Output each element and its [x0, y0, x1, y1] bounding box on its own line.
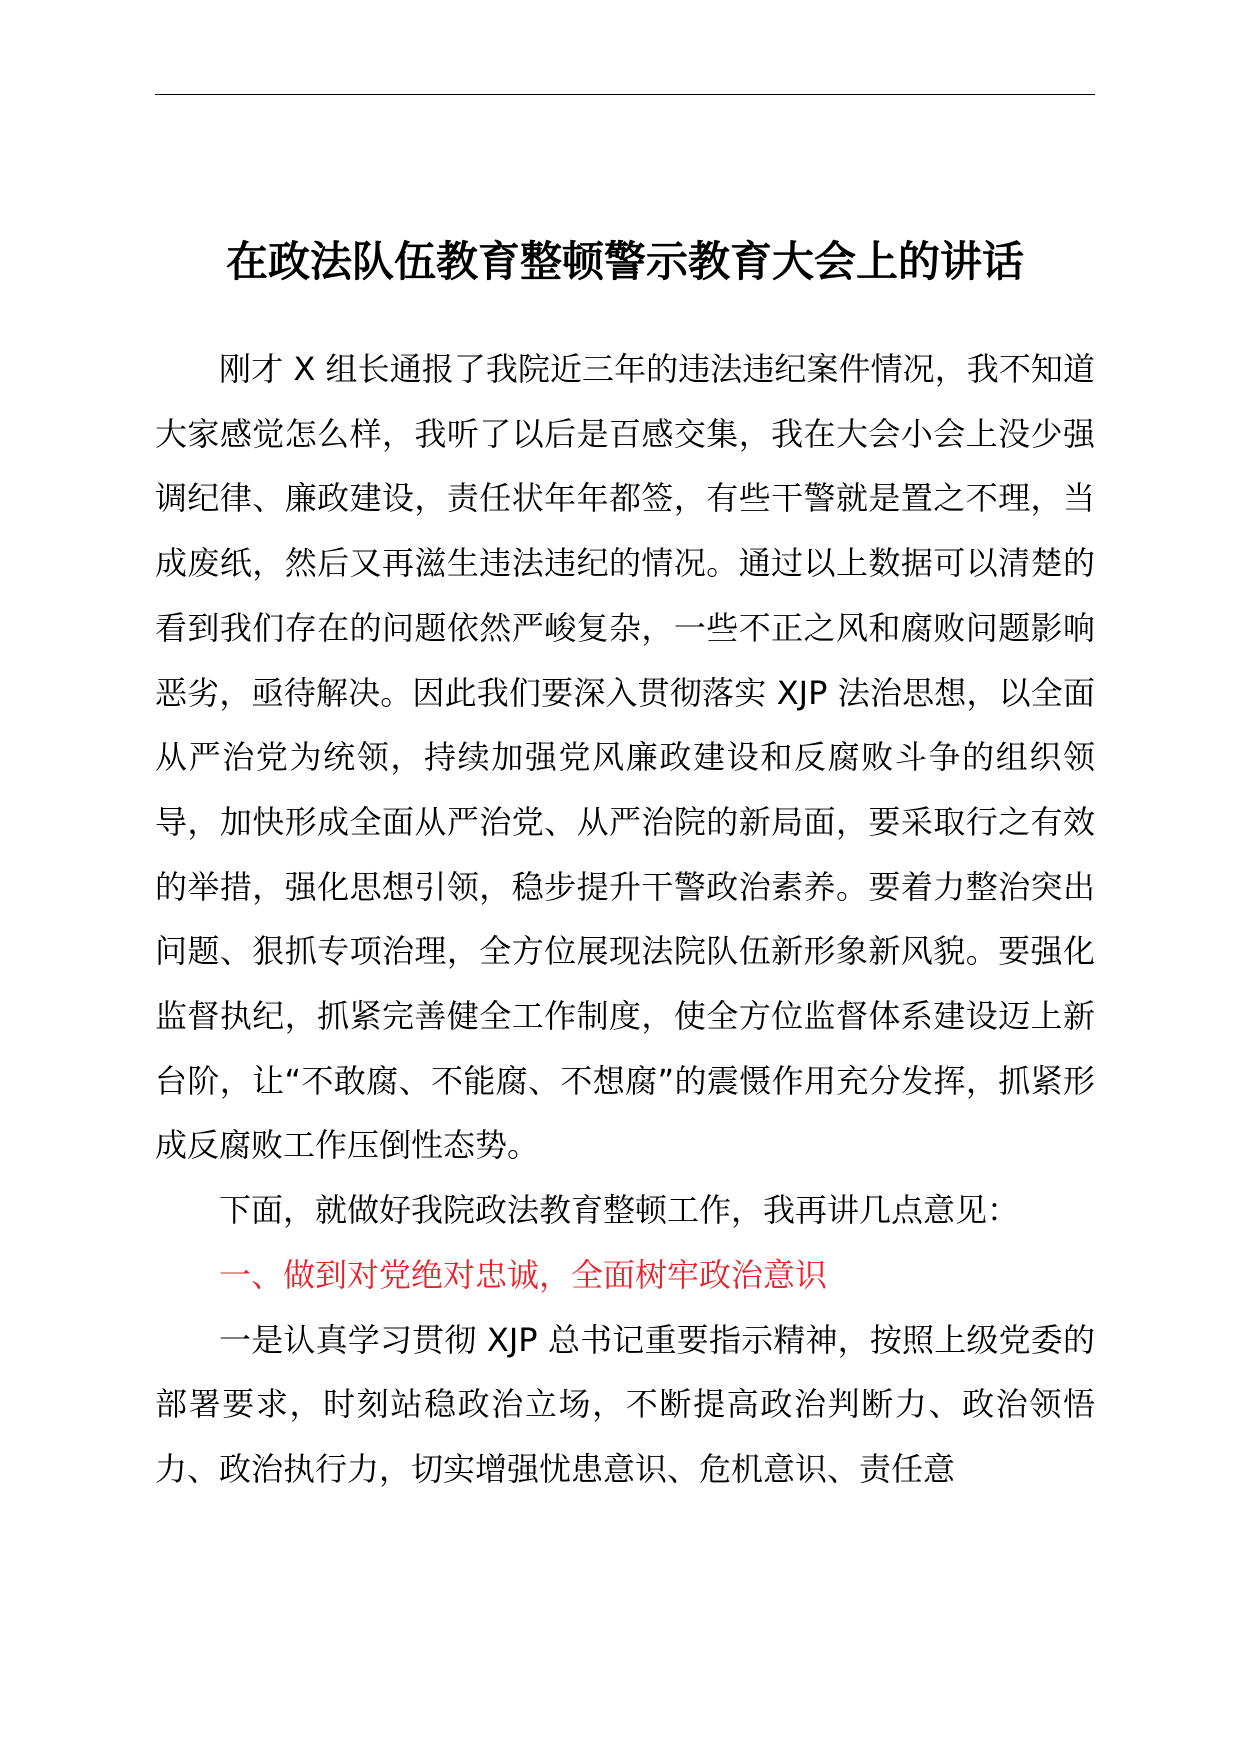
body-paragraph-2: 下面，就做好我院政法教育整顿工作，我再讲几点意见： [219, 1191, 1020, 1230]
document-title: 在政法队伍教育整顿警示教育大会上的讲话 [225, 237, 1024, 286]
body-paragraph-1: 刚才 X 组长通报了我院近三年的违法违纪案件情况，我不知道大家感觉怎么样，我听了以后是百感交集，我在大会小会上没少强调纪律、廉政建设，责任状年年都签，有些干警就是置之不理，当成废纸，然后又再滋生违法违纪的情况。通过以上数据可以清楚的看到我们存在的问题依然严峻复杂，一些不正之风和腐败问题影响恶劣，亟待解决。因此我们要深入贯彻落实 XJP 法治思想，以全面从严治党为统领，持续加强党风廉政建设和反腐败斗争的组织领导，加快形成全面从严治党、从严治院的新局面，要采取行之有效的举措，强化思想引领，稳步提升干警政治素养。要着力整治突出问题、狠抓专项治理，全方位展现法院队伍新形象新风貌。要强化监督执纪，抓紧完善健全工作制度，使全方位监督体系建设迈上新台阶，让“不敢腐、不能腐、不想腐”的震慑作用充分发挥，抓紧形成反腐败工作压倒性态势。 [155, 350, 1095, 1165]
document-body [155, 337, 1095, 1502]
section-heading-1: 一、做到对党绝对忠诚，全面树牢政治意识 [219, 1255, 828, 1294]
header-rule [155, 94, 1095, 95]
section-paragraph-1: 一是认真学习贯彻 XJP 总书记重要指示精神，按照上级党委的部署要求，时刻站稳政治立场，不断提高政治判断力、政治领悟力、政治执行力，切实增强忧患意识、危机意识、责任意 [155, 1320, 1095, 1488]
